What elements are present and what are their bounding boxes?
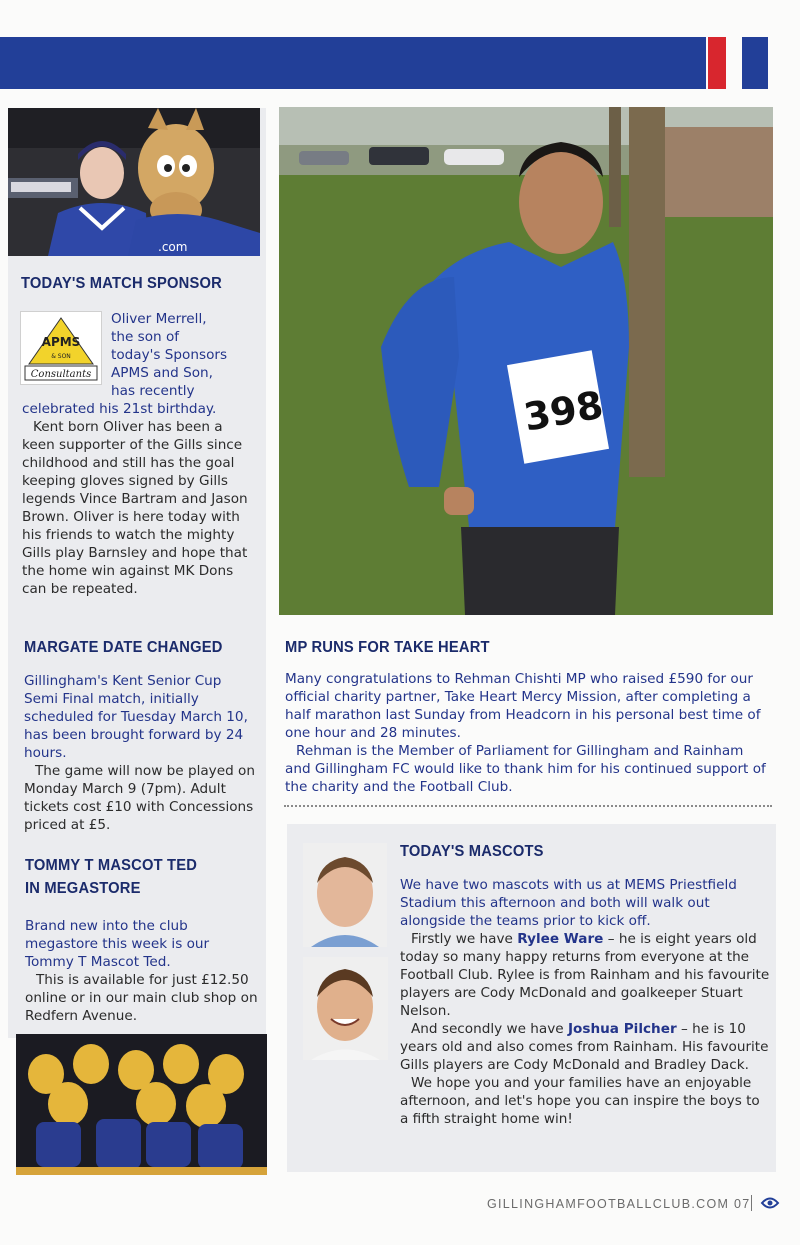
sponsor-paragraph: Kent born Oliver has been a keen supporter of the Gills since childhood and still has the goal keeping gloves signed by Gills legends Vince Bartram and Jason Brown. Oliver is here today with his friends to watch the mighty Gills play Barnsley and hope that the home win against MK Dons can be repeated.: [22, 419, 248, 597]
mascots-paragraph-1: We have two mascots with us at MEMS Priestfield Stadium this afternoon and both will walk out alongside the teams prior to kick off.: [400, 877, 737, 929]
sponsor-photo: [8, 108, 260, 256]
tommy-body: [25, 917, 259, 1025]
margate-heading: MARGATE DATE CHANGED: [24, 639, 223, 656]
svg-text:APMS: APMS: [41, 335, 81, 349]
mascots-text: – he is 10 years old and also comes from Rainham. His favourite Gills players are Cody McDonald and Bradley Dack.: [400, 1021, 769, 1073]
footer-divider: [751, 1195, 752, 1211]
mascots-text: – he is eight years old today so many happy returns from everyone at the Football Club. Rylee is from Rainham and his favourite players are Cody McDonald and goalkeeper Stuart Nelson.: [400, 931, 770, 1019]
tommy-paragraph-1: Brand new into the club megastore this week is our Tommy T Mascot Ted.: [25, 918, 210, 970]
sponsor-line: APMS and Son,: [111, 365, 213, 381]
sponsor-line: Oliver Merrell,: [111, 311, 207, 327]
mascots-paragraph-4: We hope you and your families have an enjoyable afternoon, and let's hope you can inspire the boys to a fifth straight home win!: [400, 1075, 760, 1127]
mascots-intro: [400, 876, 770, 930]
sponsor-photo-illustration: [8, 108, 260, 256]
margate-paragraph-1: Gillingham's Kent Senior Cup Semi Final match, initially scheduled for Tuesday March 10, has been brought forward by 24 hours.: [24, 673, 248, 761]
sponsor-body: [22, 418, 258, 598]
mascot-photo-joshua: [303, 957, 388, 1060]
tommy-paragraph-2: This is available for just £12.50 online or in our main club shop on Redfern Avenue.: [25, 972, 258, 1024]
margate-body: [24, 672, 256, 834]
mp-paragraph-1: Many congratulations to Rehman Chishti MP who raised £590 for our official charity partner, Take Heart Mercy Mission, after completing a half marathon last Sunday from Headcorn in his personal best time of one hour and 28 minutes.: [285, 671, 761, 741]
tommy-heading-line-1: TOMMY T MASCOT TED: [25, 857, 198, 874]
race-bib-number: 398: [520, 382, 607, 440]
mascots-text: Firstly we have: [411, 931, 518, 947]
mp-paragraph-2: Rehman is the Member of Parliament for Gillingham and Rainham and Gillingham FC would like to thank him for his continued support of the charity and the Football Club.: [285, 743, 766, 795]
mascots-text: And secondly we have: [411, 1021, 568, 1037]
tommy-heading-line-2: IN MEGASTORE: [25, 880, 141, 897]
mascot-name-rylee: Rylee Ware: [517, 931, 604, 947]
svg-text:& SON: & SON: [51, 353, 71, 360]
footer-site: GILLINGHAMFOOTBALLCLUB.COM: [487, 1197, 730, 1211]
sponsor-intro: [111, 310, 261, 400]
sponsor-heading: TODAY'S MATCH SPONSOR: [21, 275, 222, 292]
mp-body: [285, 670, 771, 796]
mascot-name-joshua: Joshua Pilcher: [567, 1021, 677, 1037]
mascots-heading: TODAY'S MASCOTS: [400, 843, 544, 860]
sponsor-line: today's Sponsors: [111, 347, 228, 363]
svg-text:.com: .com: [158, 240, 188, 254]
mp-runner-photo: [279, 107, 773, 615]
apms-logo: [20, 311, 102, 385]
mp-heading: MP RUNS FOR TAKE HEART: [285, 639, 490, 656]
header-blue-stripe: [742, 37, 768, 89]
page-footer: [487, 1197, 750, 1211]
header-red-stripe: [708, 37, 726, 89]
sponsor-line-last: celebrated his 21st birthday.: [22, 401, 217, 417]
header-band: [0, 37, 706, 89]
sponsor-line: the son of: [111, 329, 180, 345]
mascots-body: [400, 930, 770, 1128]
club-logo-icon: [760, 1194, 780, 1212]
sponsor-line: has recently: [111, 383, 195, 399]
mascot-photo-rylee: [303, 843, 387, 947]
svg-text:Consultants: Consultants: [30, 369, 92, 380]
mascot-teds-photo: [16, 1034, 267, 1175]
section-divider: [284, 805, 772, 807]
margate-paragraph-2: The game will now be played on Monday March 9 (7pm). Adult tickets cost £10 with Concessions priced at £5.: [24, 763, 255, 833]
page-number: 07: [733, 1197, 751, 1211]
